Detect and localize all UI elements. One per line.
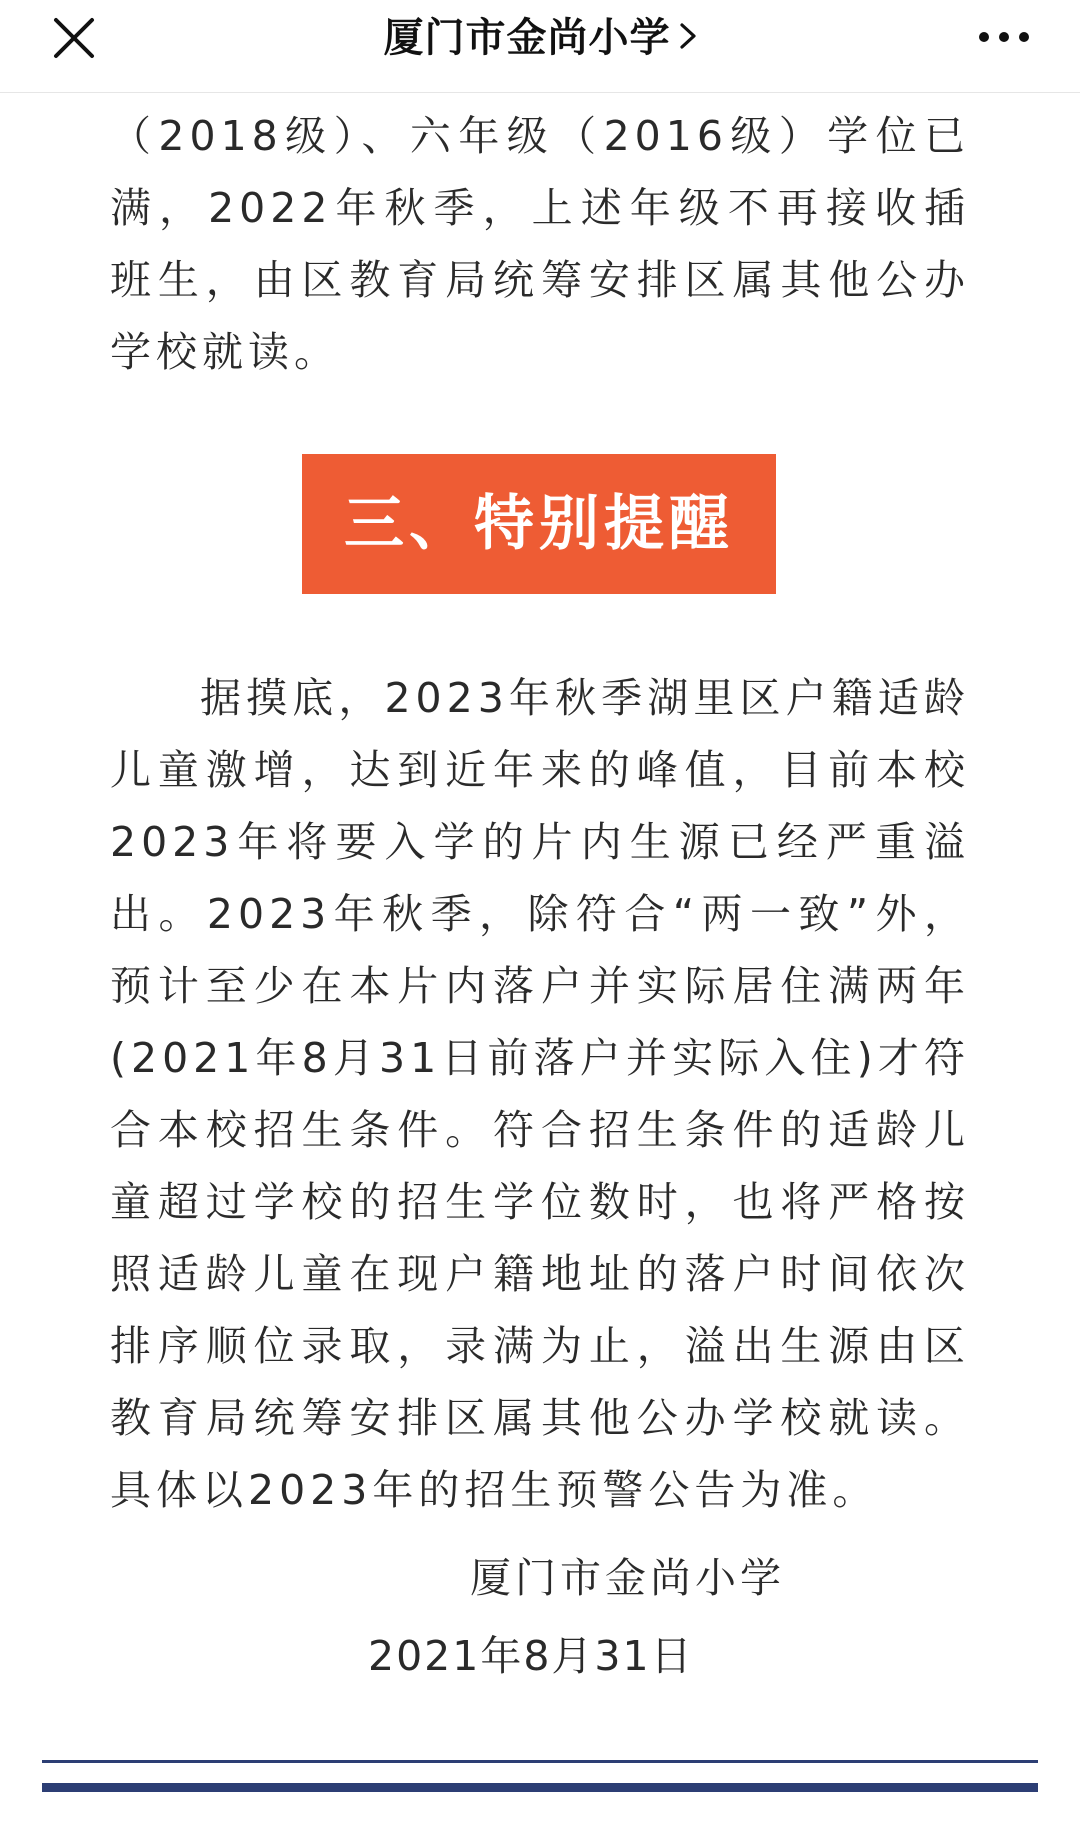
- account-name: 厦门市金尚小学: [383, 15, 671, 61]
- section-heading: 三、特别提醒: [302, 454, 776, 594]
- chevron-right-icon: [679, 13, 697, 61]
- article-body: [110, 100, 970, 388]
- account-title: [0, 14, 1080, 62]
- article-paragraph: （2018级）、六年级（2016级）学位已满，2022年秋季，上述年级不再接收插班生，由区教育局统筹安排区属其他公办学校就读。: [110, 112, 970, 376]
- account-title-link[interactable]: [384, 15, 697, 61]
- divider: [42, 1760, 1038, 1763]
- signature: 厦门市金尚小学: [470, 1554, 785, 1602]
- top-navigation-bar: [0, 0, 1080, 93]
- publish-date: 2021年8月31日: [368, 1632, 694, 1680]
- more-horizontal-icon[interactable]: [976, 22, 1032, 52]
- divider: [42, 1783, 1038, 1792]
- article-paragraph: 据摸底，2023年秋季湖里区户籍适龄儿童激增，达到近年来的峰值，目前本校2023年将要入学的片内生源已经严重溢出。2023年秋季，除符合“两一致”外，预计至少在本片内落户并实际居住满两年(2021年8月31日前落户并实际入住)才符合本校招生条件。符合招生条件的适龄儿童超过学校的招生学位数时，也将严格按照适龄儿童在现户籍地址的落户时间依次排序顺位录取，录满为止，溢出生源由区教育局统筹安排区属其他公办学校就读。具体以2023年的招生预警公告为准。: [110, 674, 970, 1514]
